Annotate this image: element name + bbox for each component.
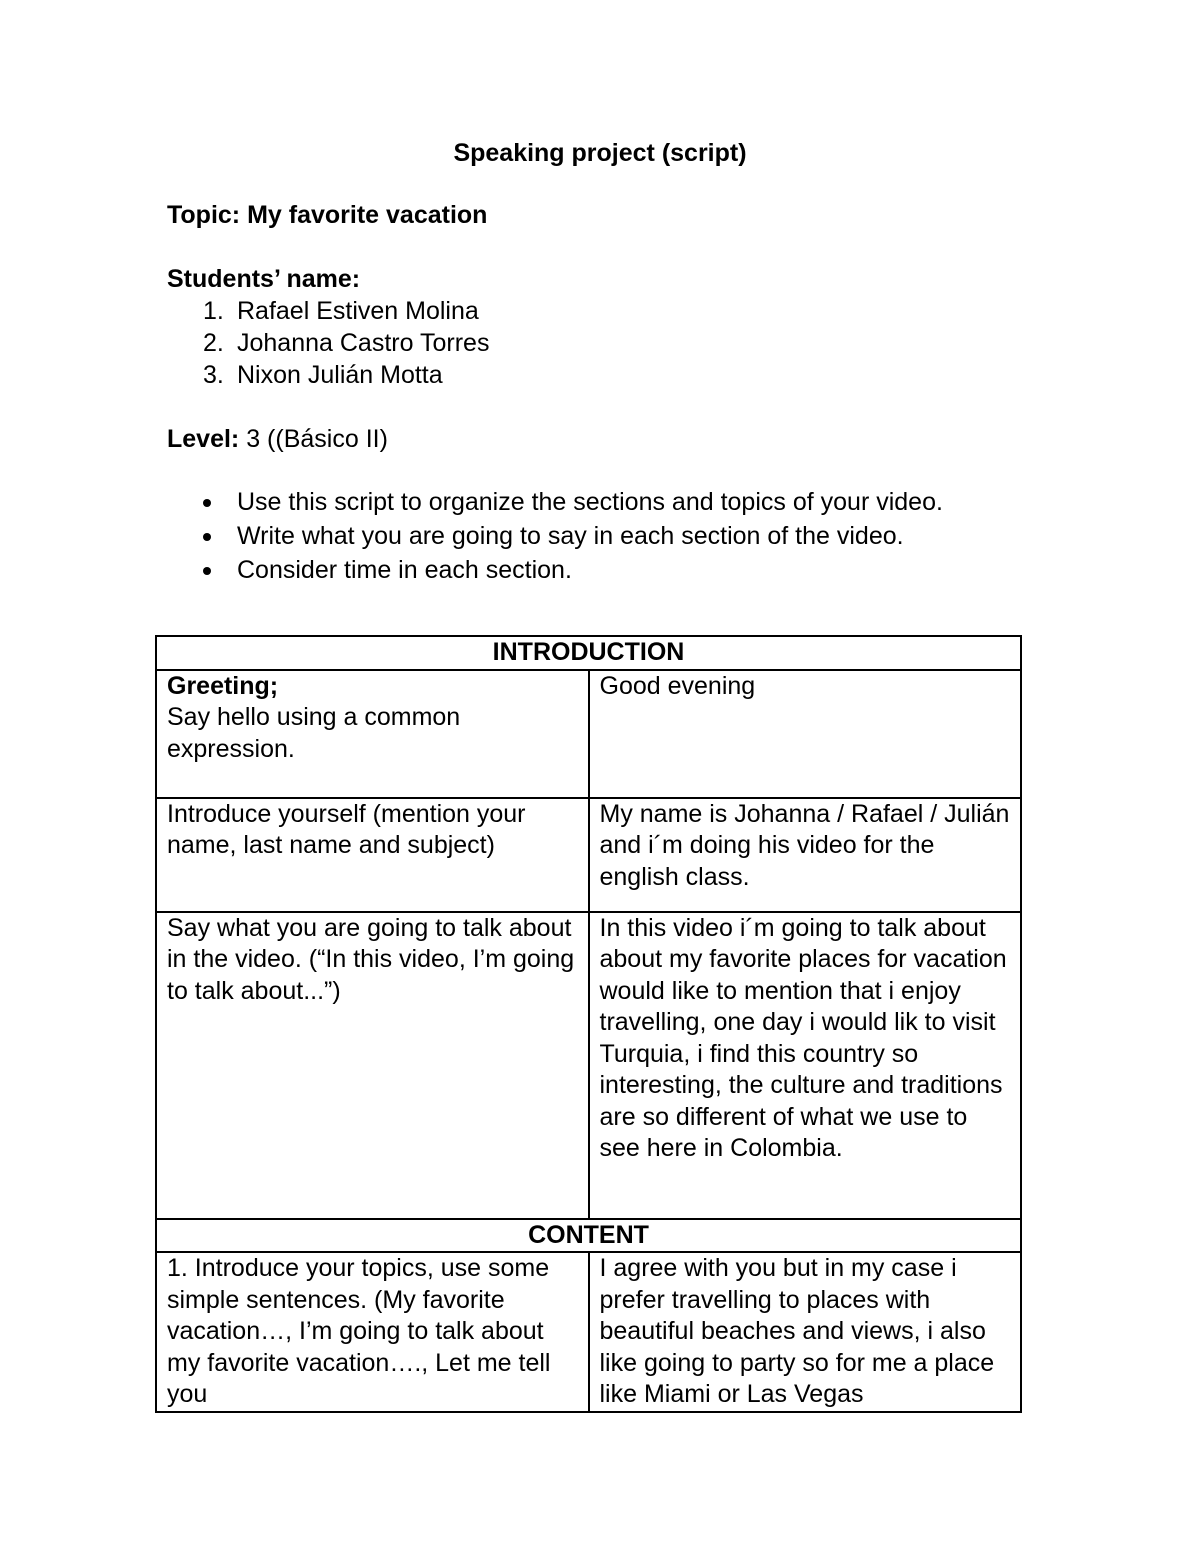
greeting-prompt-cell: [156, 670, 589, 798]
level-label: Level:: [167, 425, 240, 453]
greeting-prompt: Say hello using a common expression.: [167, 703, 461, 763]
list-item: Consider time in each section.: [167, 555, 943, 589]
student-name: Rafael Estiven Molina: [237, 297, 479, 325]
list-item: 2. Johanna Castro Torres: [203, 329, 490, 357]
table-row: [156, 636, 1021, 670]
table-row: [156, 1252, 1021, 1412]
level-value: 3 ((Básico II): [239, 425, 388, 453]
topic-line: Topic: My favorite vacation: [167, 201, 488, 229]
greeting-title: Greeting;: [167, 671, 279, 700]
list-item: Write what you are going to say in each section of the video.: [167, 521, 943, 555]
introduction-header: INTRODUCTION: [156, 636, 1021, 670]
document-title: Speaking project (script): [453, 139, 747, 167]
student-name: Nixon Julián Motta: [237, 361, 443, 389]
students-list: [167, 296, 489, 392]
table-row: [156, 912, 1021, 1219]
say-what-prompt-cell: Say what you are going to talk about in the video. (“In this video, I’m going to talk about...”): [156, 912, 589, 1219]
student-name: Johanna Castro Torres: [237, 329, 490, 357]
introduce-answer-cell: My name is Johanna / Rafael / Julián and i´m doing his video for the english class.: [589, 798, 1022, 912]
table-row: [156, 798, 1021, 912]
list-item: 3. Nixon Julián Motta: [203, 361, 443, 389]
level-line: [167, 424, 388, 456]
script-table: [155, 635, 1022, 1413]
greeting-answer-cell: Good evening: [589, 670, 1022, 798]
bullet-icon: [203, 567, 211, 575]
instructions-list: [167, 487, 943, 589]
students-label: Students’ name:: [167, 265, 361, 293]
list-item: 1. Rafael Estiven Molina: [203, 297, 479, 325]
list-item: Use this script to organize the sections and topics of your video.: [167, 487, 943, 521]
content-header: CONTENT: [156, 1219, 1021, 1253]
bullet-icon: [203, 499, 211, 507]
say-what-answer-cell: In this video i´m going to talk about about my favorite places for vacation would like to mention that i enjoy travelling, one day i would lik to visit Turquia, i find this country so interesting, the culture and traditions are so different of what we use to see here in Colombia.: [589, 912, 1022, 1219]
content-answer: I agree with you but in my case i prefer travelling to places with beautiful beaches and views, i also like going to party so for me a place like Miami or Las Vegas: [599, 1254, 995, 1408]
content-prompt: 1. Introduce your topics, use some simple sentences. (My favorite vacation…, I’m going to talk about my favorite vacation…., Let me tell you: [167, 1254, 551, 1408]
content-prompt-cell: [156, 1252, 589, 1412]
content-answer-cell: [589, 1252, 1022, 1412]
table-row: [156, 670, 1021, 798]
introduce-prompt-cell: Introduce yourself (mention your name, last name and subject): [156, 798, 589, 912]
table-row: [156, 1219, 1021, 1253]
bullet-icon: [203, 533, 211, 541]
